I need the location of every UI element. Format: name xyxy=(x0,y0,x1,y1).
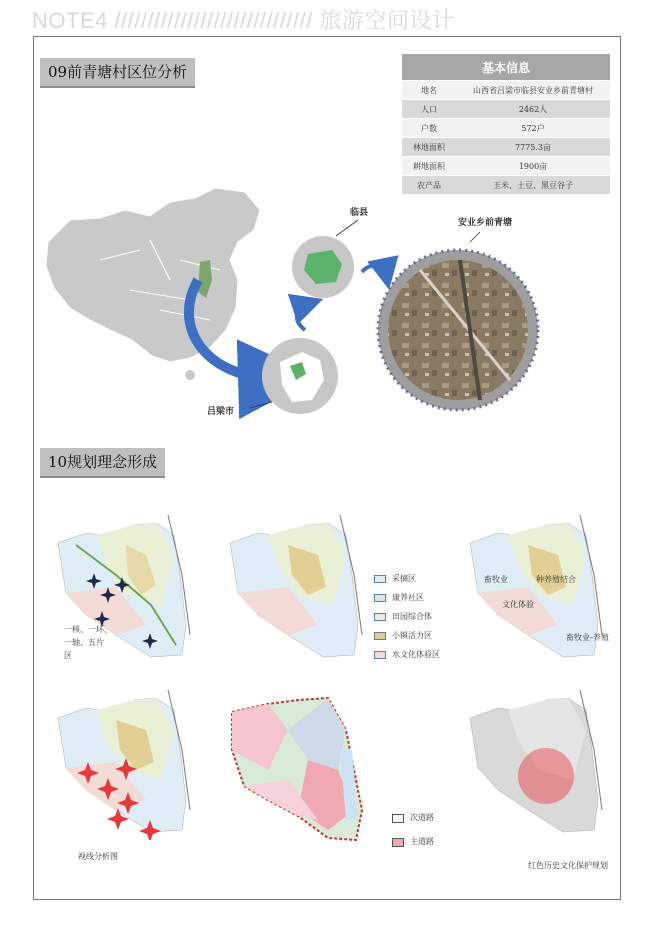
legend-swatch xyxy=(374,575,386,583)
panel6-caption: 红色历史文化保护规划 xyxy=(528,861,608,870)
panel3-label-livestock: 畜牧业 xyxy=(484,575,508,584)
info-key: 耕地面积 xyxy=(402,157,456,176)
info-value: 572户 xyxy=(456,119,610,138)
info-table-title: 基本信息 xyxy=(402,54,610,81)
info-value: 7775.3亩 xyxy=(456,138,610,157)
section-title-concept: 10规划理念形成 xyxy=(40,448,165,478)
legend-label: 小镇活力区 xyxy=(392,631,432,640)
panel3-label-culture: 文化体验 xyxy=(502,600,534,609)
info-key: 地名 xyxy=(402,81,456,100)
legend-item xyxy=(374,626,440,645)
info-value: 1900亩 xyxy=(456,157,610,176)
panel1-label-line3: 区 xyxy=(64,651,72,660)
panel1-label-line1: 一核、一环、 xyxy=(64,625,112,634)
info-value: 2462人 xyxy=(456,100,610,119)
panel-sightline xyxy=(56,690,196,840)
legend-main-road-swatch xyxy=(392,838,404,847)
panel-red-heritage xyxy=(468,690,608,840)
legend-item xyxy=(374,569,440,588)
panel3-label-planting: 种养殖结合 xyxy=(536,575,576,584)
satellite-image xyxy=(388,260,528,400)
section-title-location: 09前青塘村区位分析 xyxy=(40,58,195,88)
page-header: NOTE4 ////////////////////////////// 旅游空间设计 xyxy=(32,8,455,33)
legend-swatch xyxy=(374,632,386,640)
info-key: 农产品 xyxy=(402,176,456,195)
legend-item xyxy=(374,645,440,664)
panel3-label-livestock-breeding: 畜牧业-养殖 xyxy=(566,633,609,642)
map-label-village: 安业乡前青塘 xyxy=(458,218,513,228)
legend-item xyxy=(374,607,440,626)
legend-swatch xyxy=(374,613,386,621)
map-label-linxian: 临县 xyxy=(350,208,369,218)
legend-secondary-road: 次道路 xyxy=(410,813,434,822)
info-value: 玉米、土豆、黑豆谷子 xyxy=(456,176,610,195)
info-value: 山西省吕梁市临县安业乡前青塘村 xyxy=(456,81,610,100)
map-label-lvliang: 吕梁市 xyxy=(207,407,235,417)
heritage-zone-circle xyxy=(518,748,574,804)
info-key: 人口 xyxy=(402,100,456,119)
info-key: 林地面积 xyxy=(402,138,456,157)
panel1-label-line2: 一轴、五片 xyxy=(64,638,104,647)
panel4-caption: 视线分析图 xyxy=(78,852,118,861)
legend-label: 采摘区 xyxy=(392,574,416,583)
panel-functional-zones xyxy=(228,515,368,660)
legend-swatch xyxy=(374,651,386,659)
legend-swatch xyxy=(374,594,386,602)
info-key: 户数 xyxy=(402,119,456,138)
china-map-shape xyxy=(46,188,260,362)
panel-road-network xyxy=(228,690,378,850)
basic-info-table xyxy=(402,54,610,194)
legend-label: 田园综合体 xyxy=(392,612,432,621)
legend-item xyxy=(374,588,440,607)
zone-legend xyxy=(374,569,440,664)
legend-label: 水文化体验区 xyxy=(392,650,440,659)
legend-label: 康养社区 xyxy=(392,593,424,602)
legend-main-road: 主道路 xyxy=(410,837,434,846)
legend-secondary-road-swatch xyxy=(392,814,404,823)
